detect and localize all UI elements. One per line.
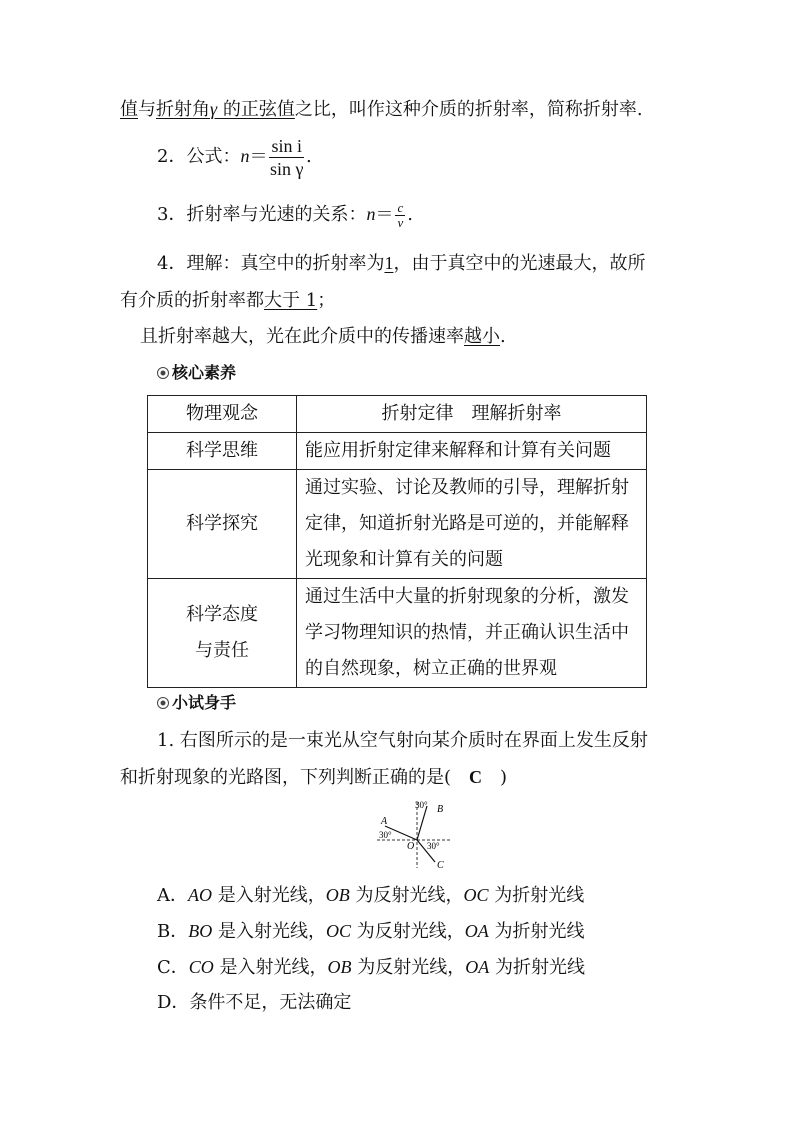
row-label-line: 科学探究 [186, 513, 258, 534]
bullet-icon [157, 367, 169, 379]
option-symbol: OC [463, 885, 489, 905]
intro-sine-value: 的正弦值 [217, 99, 295, 120]
row-label-line: 科学思维 [186, 440, 258, 461]
option-text: 是入射光线， [213, 957, 328, 978]
understanding-text-3: 且折射率越大，光在此介质中的传播速率 [140, 326, 464, 347]
ray-diagram [375, 798, 455, 870]
row-content-line: 光现象和计算有关的问题 [305, 549, 503, 570]
practice-heading [157, 692, 236, 714]
understanding-line-1 [157, 252, 645, 275]
row-label-line: 科学态度 [186, 604, 258, 625]
question-text-1: 1. 右图所示的是一束光从空气射向某介质时在界面上发生反射 [157, 730, 648, 751]
table-header-row [148, 396, 647, 433]
option-text: 为折射光线 [488, 921, 585, 942]
table-header-label: 物理观念 [148, 396, 297, 433]
option-text: 为反射光线， [350, 921, 465, 942]
option-symbol: OA [465, 957, 490, 977]
option-symbol: OC [325, 921, 351, 941]
formula-numerator: sin i [271, 135, 302, 156]
option-text: 条件不足，无法确定 [189, 992, 352, 1013]
speed-relation-label: 3．折射率与光速的关系： [157, 204, 367, 225]
option-d [157, 992, 351, 1014]
label-b: B [437, 804, 444, 815]
understanding-line-2 [120, 290, 335, 312]
intro-rest: 之比，叫作这种介质的折射率，简称折射率. [294, 99, 643, 120]
row-content-line: 通过实验、讨论及教师的引导，理解折射 [305, 477, 629, 498]
option-text: 是入射光线， [212, 885, 326, 906]
option-c [157, 956, 585, 979]
understanding-line-3 [140, 326, 506, 348]
question-answer: C [469, 767, 483, 787]
intro-line [120, 98, 643, 121]
speed-equals: ＝ [375, 204, 394, 225]
bullet-icon [157, 697, 169, 709]
row-content-line: 通过生活中大量的折射现象的分析，激发 [305, 586, 629, 607]
label-o: O [407, 841, 415, 852]
formula-line [157, 134, 312, 180]
question-line-1 [157, 730, 648, 752]
table-row [148, 433, 647, 470]
speed-numerator: c [397, 199, 404, 215]
table-row-label [148, 470, 297, 579]
speed-relation-line [157, 196, 413, 233]
formula-label: 2．公式： [157, 146, 241, 167]
answer-blank-3: 越小 [464, 326, 500, 347]
formula-end: . [305, 146, 312, 167]
table-header-content: 折射定律 理解折射率 [297, 396, 647, 433]
option-symbol: CO [188, 957, 214, 977]
angle-right: 30° [427, 841, 440, 851]
speed-n: n [366, 204, 376, 224]
row-content-line: 的自然现象，树立正确的世界观 [305, 658, 557, 679]
formula-denominator: sin γ [269, 158, 304, 179]
option-symbol: AO [188, 885, 212, 905]
speed-denominator: v [397, 214, 404, 230]
option-text: 是入射光线， [212, 921, 326, 942]
row-label-line: 与责任 [195, 640, 249, 661]
option-a [157, 884, 584, 907]
row-content-line: 能应用折射定律来解释和计算有关问题 [305, 440, 611, 461]
option-text: 为反射光线， [351, 957, 466, 978]
formula-equals: ＝ [249, 146, 268, 167]
intro-and: 与 [138, 99, 156, 120]
understanding-text-2: 有介质的折射率都 [120, 290, 264, 311]
understanding-text-1b: ，由于真空中的光速最大，故所 [393, 253, 646, 274]
option-symbol: OB [325, 885, 350, 905]
intro-angle-word: 折射角 [156, 99, 210, 120]
row-content-line: 定律，知道折射光路是可逆的，并能解释 [305, 513, 629, 534]
understanding-text-3b: . [500, 326, 506, 347]
intro-value-word: 值 [120, 99, 138, 120]
table-row [148, 579, 647, 688]
angle-left: 30° [379, 830, 392, 840]
core-competency-table [147, 395, 647, 688]
intro-gamma: γ [210, 99, 218, 119]
option-text: 为反射光线， [349, 885, 464, 906]
core-heading-text: 核心素养 [172, 363, 237, 382]
practice-heading-text: 小试身手 [172, 693, 237, 712]
option-symbol: OB [327, 957, 352, 977]
label-a: A [381, 816, 388, 827]
answer-blank-1: 1 [384, 253, 394, 273]
answer-blank-2: 大于 1 [264, 290, 318, 311]
understanding-text-1: 4．理解：真空中的折射率为 [157, 253, 385, 274]
angle-top: 30° [415, 800, 428, 810]
formula-fraction [269, 135, 304, 180]
option-letter: A． [157, 885, 188, 906]
table-row-content [297, 470, 647, 579]
option-letter: D． [157, 992, 190, 1013]
question-line-2 [120, 766, 507, 789]
option-b [157, 920, 584, 943]
option-symbol: OA [464, 921, 489, 941]
table-row [148, 470, 647, 579]
speed-end: . [407, 204, 413, 225]
table-row-content [297, 433, 647, 470]
row-content-line: 学习物理知识的热情，并正确认识生活中 [305, 622, 629, 643]
core-heading [157, 362, 236, 384]
option-text: 为折射光线 [489, 957, 585, 978]
intro-refraction-angle [156, 99, 295, 120]
option-text: 为折射光线 [488, 885, 585, 906]
table-row-content [297, 579, 647, 688]
label-c: C [437, 860, 444, 870]
option-letter: C． [157, 957, 189, 978]
speed-fraction [395, 201, 405, 230]
understanding-text-2b: ； [317, 290, 336, 311]
table-row-label [148, 579, 297, 688]
ray-ob [417, 806, 427, 840]
table-row-label [148, 433, 297, 470]
question-text-2-end: ) [482, 767, 508, 788]
option-letter: B． [157, 921, 189, 942]
question-text-2: 和折射现象的光路图，下列判断正确的是( [120, 767, 470, 788]
option-symbol: BO [188, 921, 213, 941]
formula-n: n [240, 146, 250, 166]
